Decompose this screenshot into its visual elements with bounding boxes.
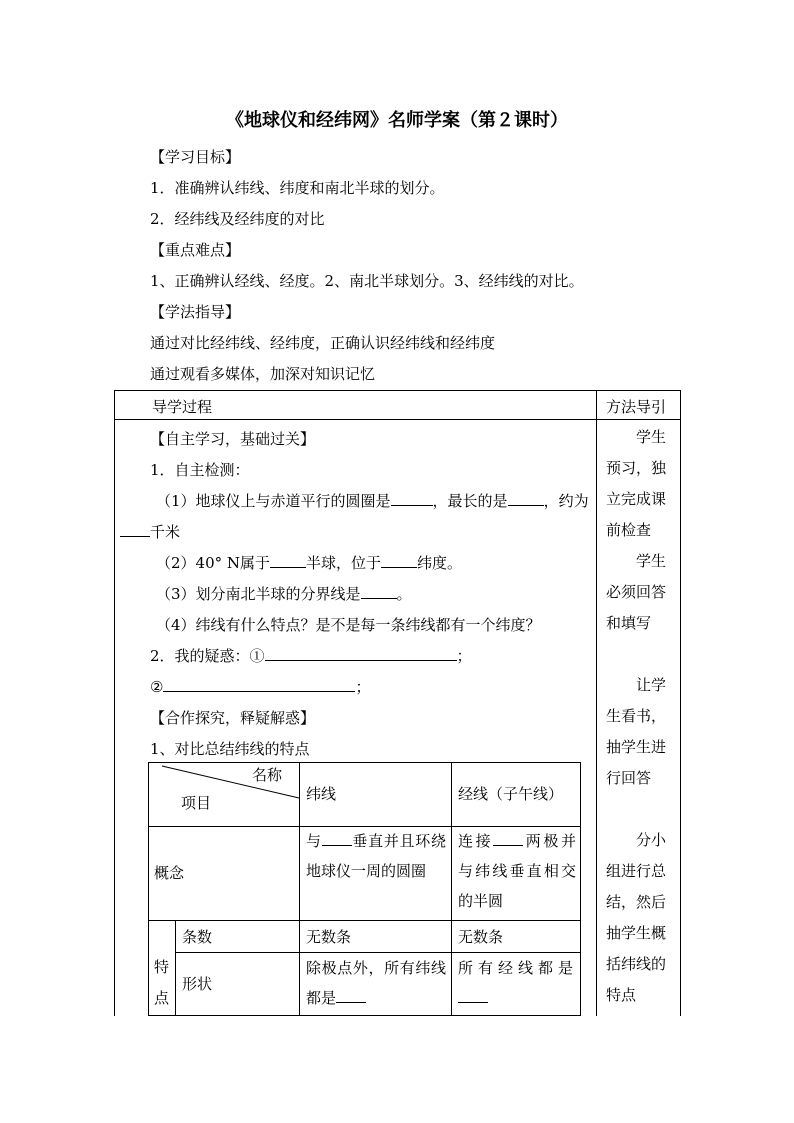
header-method: 方法导引	[606, 398, 667, 416]
q3-text: 。	[396, 585, 412, 603]
inner-border	[451, 762, 452, 1016]
blank-field[interactable]	[508, 490, 544, 506]
blank-field[interactable]	[336, 987, 366, 1003]
col-warp: 经线（子午线）	[458, 785, 564, 803]
feature-label: 特点	[154, 958, 170, 1007]
blank-field[interactable]	[163, 676, 355, 692]
row-concept-label: 概念	[154, 864, 185, 882]
q1-text: ，最长的是	[432, 492, 508, 510]
question-2	[156, 552, 462, 573]
inner-border	[148, 1015, 581, 1016]
blank-field[interactable]	[458, 987, 488, 1003]
count-weft: 无数条	[306, 928, 352, 946]
row-count-label: 条数	[182, 928, 213, 946]
self-check-label: 1．自主检测：	[150, 461, 250, 479]
diag-bottom-label: 项目	[181, 794, 212, 812]
q1-text: ，约为	[543, 492, 589, 510]
concept-warp	[458, 826, 576, 916]
q2-text: （2）40° N属于	[156, 554, 271, 572]
note-read	[606, 670, 676, 794]
doubt-1	[150, 645, 472, 666]
note-preview	[606, 422, 676, 546]
question-1-cont	[120, 521, 180, 542]
objective-item: 1．准确辨认纬线、纬度和南北半球的划分。	[150, 179, 445, 197]
q2-text: 纬度。	[417, 554, 463, 572]
diag-top-label: 名称	[252, 766, 283, 784]
page-title: 《地球仪和经纬网》名师学案（第２课时）	[226, 110, 568, 131]
compare-label: 1、对比总结纬线的特点	[150, 740, 310, 758]
doubt-2	[150, 676, 370, 697]
blank-field[interactable]	[265, 645, 457, 661]
question-1	[156, 490, 589, 511]
count-warp: 无数条	[458, 928, 504, 946]
blank-field[interactable]	[493, 830, 523, 846]
doubt-text: ；	[456, 647, 472, 665]
cell-text: 除极点外，所有纬线都是	[306, 959, 446, 1007]
note-text: 让学生看书，抽学生进行回答	[606, 676, 667, 787]
q2-text: 半球，位于	[306, 554, 382, 572]
concept-weft	[306, 826, 446, 886]
note-group	[606, 825, 676, 1011]
cell-text: 与	[306, 832, 322, 850]
cell-text: 所有经线都是	[458, 959, 576, 977]
cell-text: 两极并与纬线垂直相交的半圆	[458, 832, 576, 910]
blank-field[interactable]	[381, 552, 417, 568]
col-weft: 纬线	[306, 785, 337, 803]
cell-text: 连接	[458, 832, 494, 850]
coop-heading: 【合作探究，释疑解惑】	[150, 709, 316, 727]
note-text: 学生必须回答和填写	[606, 552, 667, 632]
method-heading: 【学法指导】	[150, 303, 241, 321]
row-shape-label: 形状	[182, 975, 213, 993]
method-item: 通过对比经纬线、经纬度，正确认识经纬线和经纬度	[150, 334, 496, 352]
shape-weft	[306, 953, 446, 1013]
key-points-text: 1、正确辨认经线、经度。2、南北半球划分。3、经纬线的对比。	[150, 272, 584, 290]
question-4: （4）纬线有什么特点？是不是每一条纬线都有一个纬度？	[156, 616, 541, 634]
shape-warp	[458, 953, 576, 1013]
key-points-heading: 【重点难点】	[150, 241, 241, 259]
column-divider	[596, 390, 597, 1016]
note-text: 分小组进行总结，然后抽学生概括纬线的特点	[606, 831, 667, 1004]
blank-field[interactable]	[391, 490, 433, 506]
doubt-text: ②	[150, 678, 164, 696]
question-3	[156, 583, 412, 604]
inner-border	[148, 920, 581, 921]
self-study-heading: 【自主学习，基础过关】	[150, 430, 316, 448]
blank-field[interactable]	[120, 521, 150, 537]
comparison-table	[148, 762, 581, 1016]
doubt-text: ；	[355, 678, 371, 696]
method-item: 通过观看多媒体，加深对知识记忆	[150, 365, 376, 383]
q1-text: （1）地球仪上与赤道平行的圆圈是	[156, 492, 391, 510]
inner-border	[175, 920, 176, 1016]
cell-text: 垂直并且环绕地球仪一周的圆圈	[306, 832, 446, 880]
note-answer	[606, 546, 676, 639]
q3-text: （3）划分南北半球的分界线是	[156, 585, 361, 603]
inner-border	[580, 762, 581, 1016]
objectives-heading: 【学习目标】	[150, 148, 241, 166]
blank-field[interactable]	[270, 552, 306, 568]
blank-field[interactable]	[322, 830, 352, 846]
q1-text: 千米	[150, 523, 181, 541]
objective-item: 2．经纬线及经纬度的对比	[150, 210, 325, 228]
note-text: 学生预习，独立完成课前检查	[606, 428, 667, 539]
header-divider	[114, 419, 681, 420]
doubt-text: 2．我的疑惑：①	[150, 647, 265, 665]
blank-field[interactable]	[361, 583, 397, 599]
header-guide-process: 导学过程	[152, 398, 213, 416]
